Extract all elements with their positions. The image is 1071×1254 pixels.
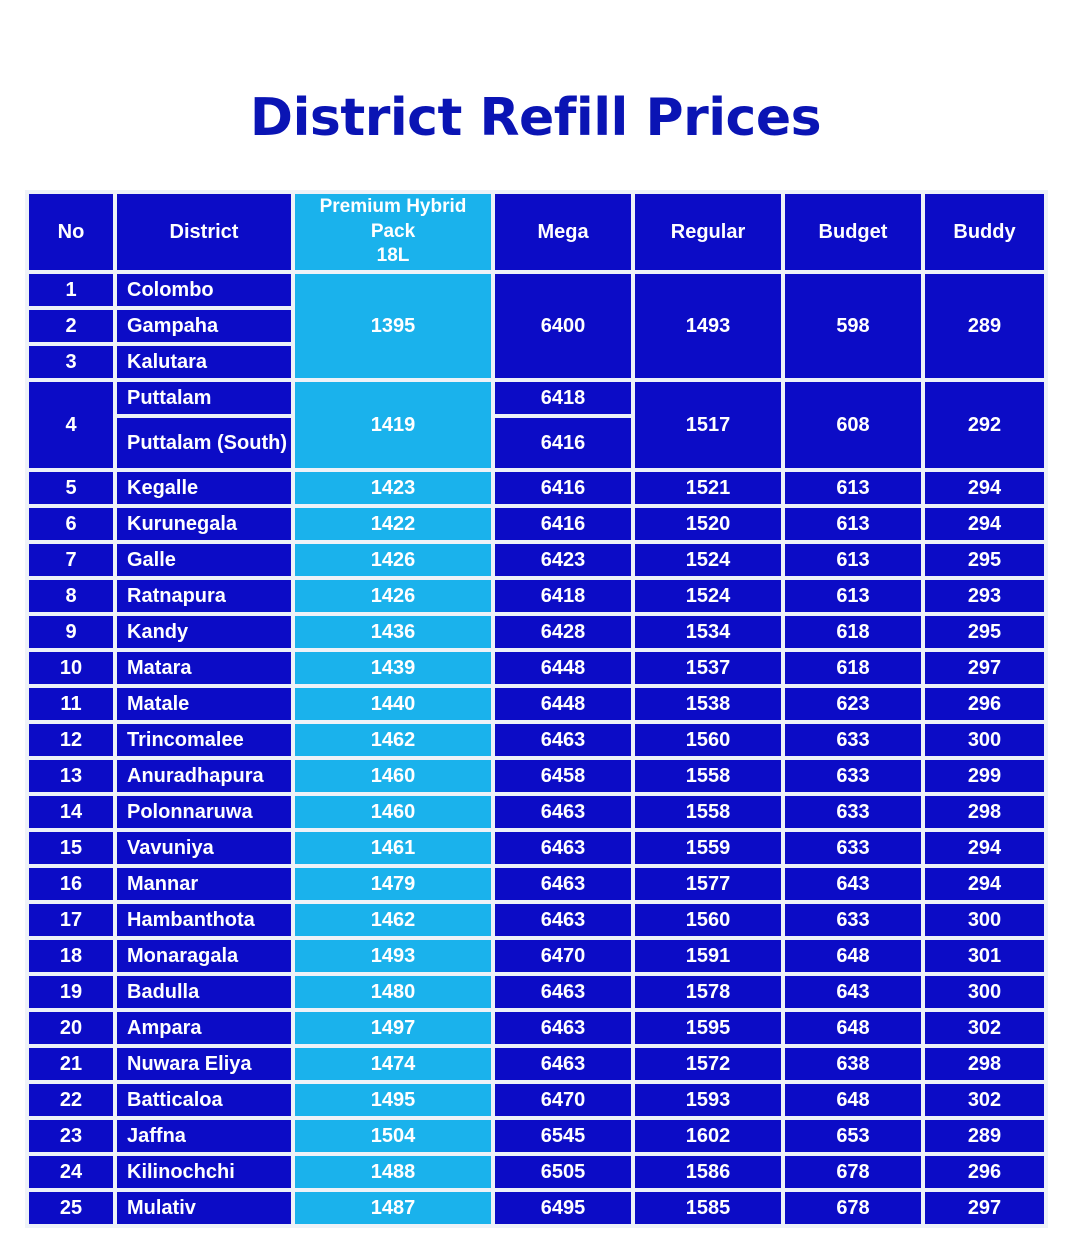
cell-regular: 1558 — [635, 760, 781, 792]
cell-district: Mannar — [117, 868, 291, 900]
cell-mega: 6470 — [495, 1084, 631, 1116]
cell-mega: 6470 — [495, 940, 631, 972]
cell-premium: 1460 — [295, 796, 491, 828]
cell-no: 6 — [29, 508, 113, 540]
table-row — [29, 616, 1044, 648]
cell-district: Kilinochchi — [117, 1156, 291, 1188]
cell-district: Vavuniya — [117, 832, 291, 864]
cell-no: 16 — [29, 868, 113, 900]
cell-no: 12 — [29, 724, 113, 756]
cell-regular: 1538 — [635, 688, 781, 720]
table-row — [29, 796, 1044, 828]
cell-regular: 1493 — [635, 274, 781, 378]
cell-district: Ampara — [117, 1012, 291, 1044]
header-regular: Regular — [635, 194, 781, 270]
cell-district: Anuradhapura — [117, 760, 291, 792]
cell-premium: 1461 — [295, 832, 491, 864]
cell-regular: 1521 — [635, 472, 781, 504]
cell-mega: 6463 — [495, 832, 631, 864]
cell-regular: 1591 — [635, 940, 781, 972]
cell-regular: 1593 — [635, 1084, 781, 1116]
cell-premium: 1440 — [295, 688, 491, 720]
cell-mega: 6463 — [495, 868, 631, 900]
cell-buddy: 300 — [925, 724, 1044, 756]
cell-district: Jaffna — [117, 1120, 291, 1152]
cell-mega: 6458 — [495, 760, 631, 792]
cell-regular: 1586 — [635, 1156, 781, 1188]
cell-budget: 633 — [785, 832, 921, 864]
cell-premium: 1474 — [295, 1048, 491, 1080]
cell-mega: 6400 — [495, 274, 631, 378]
table-row — [29, 652, 1044, 684]
header-premium-hybrid-pack — [295, 194, 491, 270]
cell-mega: 6418 — [495, 580, 631, 612]
cell-buddy: 295 — [925, 544, 1044, 576]
cell-district: Colombo — [117, 274, 291, 306]
cell-regular: 1534 — [635, 616, 781, 648]
cell-premium: 1460 — [295, 760, 491, 792]
cell-no: 18 — [29, 940, 113, 972]
cell-budget: 623 — [785, 688, 921, 720]
cell-no: 25 — [29, 1192, 113, 1224]
cell-district: Kurunegala — [117, 508, 291, 540]
cell-budget: 633 — [785, 796, 921, 828]
price-table-container — [25, 190, 1048, 1228]
cell-buddy: 292 — [925, 382, 1044, 468]
cell-district: Kalutara — [117, 346, 291, 378]
header-mega: Mega — [495, 194, 631, 270]
cell-premium: 1495 — [295, 1084, 491, 1116]
cell-regular: 1560 — [635, 904, 781, 936]
cell-no: 11 — [29, 688, 113, 720]
cell-no: 1 — [29, 274, 113, 306]
cell-budget: 648 — [785, 1084, 921, 1116]
table-row — [29, 274, 1044, 306]
cell-premium: 1462 — [295, 724, 491, 756]
table-row — [29, 382, 1044, 414]
table-row — [29, 472, 1044, 504]
cell-district: Monaragala — [117, 940, 291, 972]
cell-buddy: 300 — [925, 904, 1044, 936]
header-buddy: Buddy — [925, 194, 1044, 270]
cell-budget: 643 — [785, 976, 921, 1008]
cell-no: 9 — [29, 616, 113, 648]
cell-mega: 6495 — [495, 1192, 631, 1224]
cell-premium: 1395 — [295, 274, 491, 378]
table-row — [29, 832, 1044, 864]
header-budget: Budget — [785, 194, 921, 270]
cell-no: 2 — [29, 310, 113, 342]
cell-mega: 6416 — [495, 418, 631, 468]
cell-budget: 633 — [785, 904, 921, 936]
header-premium-line-3: 18L — [376, 245, 410, 267]
cell-premium: 1504 — [295, 1120, 491, 1152]
cell-buddy: 289 — [925, 1120, 1044, 1152]
cell-buddy: 297 — [925, 652, 1044, 684]
cell-budget: 648 — [785, 1012, 921, 1044]
cell-budget: 613 — [785, 472, 921, 504]
cell-buddy: 289 — [925, 274, 1044, 378]
cell-buddy: 294 — [925, 868, 1044, 900]
table-row — [29, 580, 1044, 612]
cell-premium: 1487 — [295, 1192, 491, 1224]
header-premium-line-1: Premium Hybrid — [319, 195, 467, 217]
cell-budget: 633 — [785, 760, 921, 792]
cell-district: Trincomalee — [117, 724, 291, 756]
cell-regular: 1559 — [635, 832, 781, 864]
table-row — [29, 904, 1044, 936]
table-row — [29, 1120, 1044, 1152]
table-row — [29, 1156, 1044, 1188]
cell-mega: 6463 — [495, 724, 631, 756]
cell-budget: 648 — [785, 940, 921, 972]
cell-budget: 638 — [785, 1048, 921, 1080]
cell-no: 19 — [29, 976, 113, 1008]
cell-district: Matara — [117, 652, 291, 684]
cell-mega: 6463 — [495, 1048, 631, 1080]
cell-district: Puttalam (South) — [117, 418, 291, 468]
cell-no: 22 — [29, 1084, 113, 1116]
cell-regular: 1602 — [635, 1120, 781, 1152]
cell-no: 7 — [29, 544, 113, 576]
cell-no: 13 — [29, 760, 113, 792]
cell-buddy: 295 — [925, 616, 1044, 648]
cell-premium: 1480 — [295, 976, 491, 1008]
cell-budget: 618 — [785, 616, 921, 648]
cell-district: Kandy — [117, 616, 291, 648]
price-table — [25, 190, 1048, 1228]
table-row — [29, 688, 1044, 720]
cell-premium: 1462 — [295, 904, 491, 936]
cell-buddy: 294 — [925, 832, 1044, 864]
table-header-row — [29, 194, 1044, 270]
cell-budget: 613 — [785, 544, 921, 576]
cell-budget: 678 — [785, 1192, 921, 1224]
cell-buddy: 294 — [925, 472, 1044, 504]
cell-no: 17 — [29, 904, 113, 936]
cell-district: Polonnaruwa — [117, 796, 291, 828]
cell-budget: 618 — [785, 652, 921, 684]
cell-regular: 1595 — [635, 1012, 781, 1044]
cell-budget: 633 — [785, 724, 921, 756]
cell-regular: 1578 — [635, 976, 781, 1008]
table-row — [29, 1192, 1044, 1224]
cell-premium: 1497 — [295, 1012, 491, 1044]
cell-buddy: 302 — [925, 1012, 1044, 1044]
cell-regular: 1558 — [635, 796, 781, 828]
cell-mega: 6418 — [495, 382, 631, 414]
cell-no: 8 — [29, 580, 113, 612]
cell-regular: 1517 — [635, 382, 781, 468]
cell-regular: 1577 — [635, 868, 781, 900]
cell-district: Gampaha — [117, 310, 291, 342]
cell-regular: 1524 — [635, 580, 781, 612]
table-row — [29, 724, 1044, 756]
table-row — [29, 1048, 1044, 1080]
cell-mega: 6463 — [495, 1012, 631, 1044]
header-district: District — [117, 194, 291, 270]
cell-mega: 6448 — [495, 688, 631, 720]
cell-no: 15 — [29, 832, 113, 864]
cell-buddy: 300 — [925, 976, 1044, 1008]
cell-premium: 1426 — [295, 580, 491, 612]
table-row — [29, 760, 1044, 792]
cell-budget: 678 — [785, 1156, 921, 1188]
cell-premium: 1493 — [295, 940, 491, 972]
cell-buddy: 297 — [925, 1192, 1044, 1224]
table-row — [29, 976, 1044, 1008]
cell-regular: 1537 — [635, 652, 781, 684]
cell-regular: 1520 — [635, 508, 781, 540]
cell-district: Batticaloa — [117, 1084, 291, 1116]
cell-mega: 6416 — [495, 472, 631, 504]
cell-no: 21 — [29, 1048, 113, 1080]
cell-budget: 613 — [785, 580, 921, 612]
table-row — [29, 1084, 1044, 1116]
table-row — [29, 508, 1044, 540]
cell-mega: 6463 — [495, 796, 631, 828]
cell-district: Galle — [117, 544, 291, 576]
table-row — [29, 1012, 1044, 1044]
cell-premium: 1419 — [295, 382, 491, 468]
cell-district: Puttalam — [117, 382, 291, 414]
page-title: District Refill Prices — [249, 88, 822, 148]
table-row — [29, 868, 1044, 900]
cell-buddy: 294 — [925, 508, 1044, 540]
cell-buddy: 301 — [925, 940, 1044, 972]
cell-district: Mulativ — [117, 1192, 291, 1224]
cell-district: Matale — [117, 688, 291, 720]
header-premium-line-2: Pack — [370, 220, 416, 242]
cell-mega: 6545 — [495, 1120, 631, 1152]
cell-mega: 6416 — [495, 508, 631, 540]
cell-buddy: 298 — [925, 796, 1044, 828]
cell-no: 20 — [29, 1012, 113, 1044]
cell-no: 3 — [29, 346, 113, 378]
cell-regular: 1572 — [635, 1048, 781, 1080]
header-no: No — [29, 194, 113, 270]
cell-mega: 6423 — [495, 544, 631, 576]
cell-no: 24 — [29, 1156, 113, 1188]
cell-budget: 608 — [785, 382, 921, 468]
cell-buddy: 302 — [925, 1084, 1044, 1116]
cell-budget: 653 — [785, 1120, 921, 1152]
cell-premium: 1479 — [295, 868, 491, 900]
cell-regular: 1524 — [635, 544, 781, 576]
cell-premium: 1426 — [295, 544, 491, 576]
cell-premium: 1488 — [295, 1156, 491, 1188]
cell-regular: 1560 — [635, 724, 781, 756]
cell-premium: 1439 — [295, 652, 491, 684]
cell-premium: 1436 — [295, 616, 491, 648]
cell-mega: 6448 — [495, 652, 631, 684]
cell-no: 5 — [29, 472, 113, 504]
cell-buddy: 299 — [925, 760, 1044, 792]
cell-district: Badulla — [117, 976, 291, 1008]
cell-buddy: 296 — [925, 688, 1044, 720]
cell-budget: 643 — [785, 868, 921, 900]
cell-mega: 6428 — [495, 616, 631, 648]
cell-no: 10 — [29, 652, 113, 684]
cell-buddy: 293 — [925, 580, 1044, 612]
cell-mega: 6505 — [495, 1156, 631, 1188]
table-row — [29, 544, 1044, 576]
cell-no: 4 — [29, 382, 113, 468]
cell-buddy: 296 — [925, 1156, 1044, 1188]
cell-regular: 1585 — [635, 1192, 781, 1224]
cell-district: Ratnapura — [117, 580, 291, 612]
cell-no: 23 — [29, 1120, 113, 1152]
cell-district: Nuwara Eliya — [117, 1048, 291, 1080]
cell-premium: 1422 — [295, 508, 491, 540]
cell-no: 14 — [29, 796, 113, 828]
cell-buddy: 298 — [925, 1048, 1044, 1080]
cell-district: Kegalle — [117, 472, 291, 504]
cell-mega: 6463 — [495, 976, 631, 1008]
cell-budget: 613 — [785, 508, 921, 540]
cell-premium: 1423 — [295, 472, 491, 504]
cell-mega: 6463 — [495, 904, 631, 936]
cell-budget: 598 — [785, 274, 921, 378]
table-row — [29, 940, 1044, 972]
cell-district: Hambanthota — [117, 904, 291, 936]
